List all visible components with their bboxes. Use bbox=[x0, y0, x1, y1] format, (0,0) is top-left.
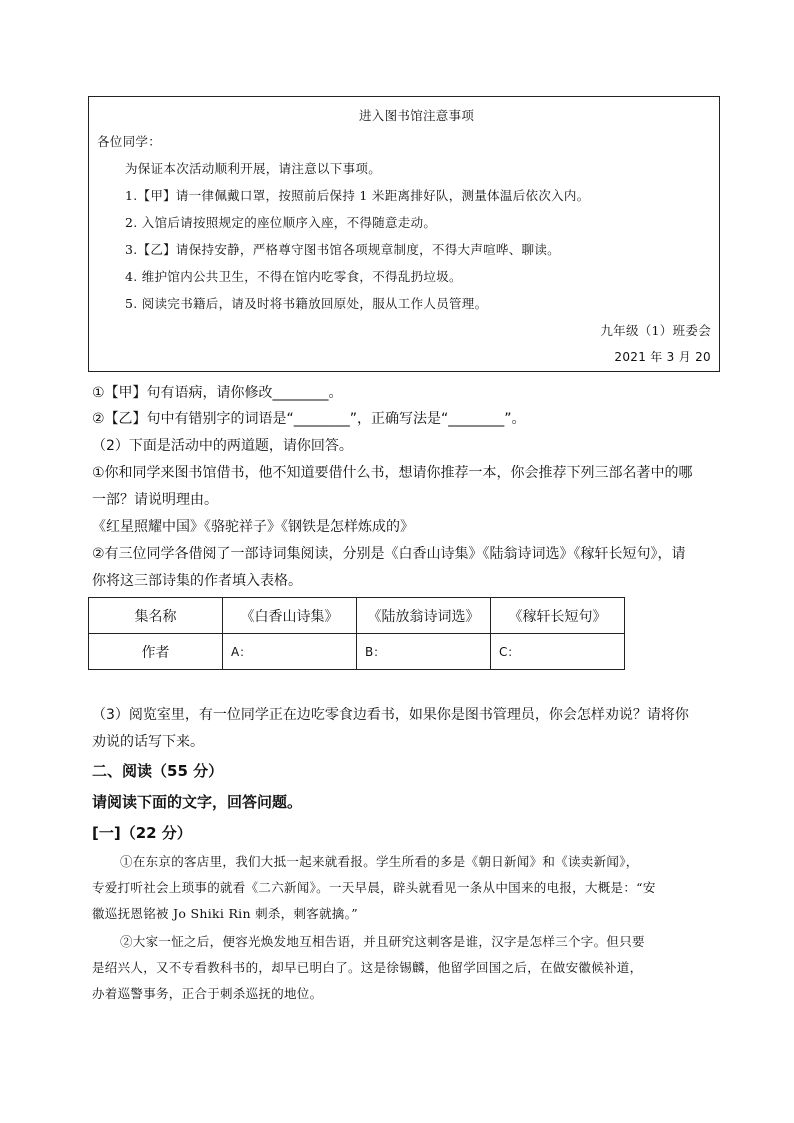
notice-greeting: 各位同学： bbox=[97, 134, 162, 149]
question-3-line1: （3）阅览室里，有一位同学正在边吃零食边看书，如果你是图书管理员，你会怎样劝说？请将你 bbox=[92, 707, 689, 723]
question-3-line2: 劝说的话写下来。 bbox=[92, 734, 204, 750]
question-2b-line1: ②有三位同学各借阅了一部诗词集阅读，分别是《白香山诗集》《陆翁诗词选》《稼轩长短句》，请 bbox=[92, 546, 686, 562]
passage-line: ①在东京的客店里，我们大抵一起来就看报。学生所看的多是《朝日新闻》和《读卖新闻》， bbox=[120, 854, 639, 869]
section-heading: 二、阅读（55 分） bbox=[92, 762, 224, 780]
question-2b-line2: 你将这三部诗集的作者填入表格。 bbox=[92, 573, 302, 589]
notice-title: 进入图书馆注意事项 bbox=[359, 108, 475, 123]
passage-line: 办着巡警事务，正合于刺杀巡抚的地位。 bbox=[92, 986, 323, 1001]
notice-item: 4. 维护馆内公共卫生，不得在馆内吃零食，不得乱扔垃圾。 bbox=[125, 269, 462, 284]
passage-line: 徽巡抚恩铭被 Jo Shiki Rin 刺杀，刺客就擒。” bbox=[92, 906, 358, 921]
table-collection: 《白香山诗集》 bbox=[223, 598, 357, 634]
notice-intro: 为保证本次活动顺利开展，请注意以下事项。 bbox=[125, 161, 382, 176]
notice-box bbox=[88, 96, 720, 372]
notice-signature: 九年级（1）班委会 bbox=[600, 323, 711, 338]
table-answer-c[interactable]: C： bbox=[491, 634, 625, 670]
question-2: （2）下面是活动中的两道题，请你回答。 bbox=[92, 438, 353, 454]
question-1a: ①【甲】句有语病，请你修改________。 bbox=[92, 385, 343, 401]
table-header-label: 集名称 bbox=[89, 598, 223, 634]
notice-date: 2021 年 3 月 20 bbox=[614, 350, 711, 364]
passage-line: ②大家一怔之后，便容光焕发地互相告语，并且研究这刺客是谁，汉字是怎样三个字。但只要 bbox=[120, 934, 645, 949]
section-instruction: 请阅读下面的文字，回答问题。 bbox=[92, 793, 303, 811]
question-2a-line2: 一部？请说明理由。 bbox=[92, 492, 218, 508]
author-table bbox=[88, 597, 625, 670]
question-2a-line1: ①你和同学来图书馆借书，他不知道要借什么书，想请你推荐一本，你会推荐下列三部名著中的哪 bbox=[92, 465, 693, 481]
notice-item: 5. 阅读完书籍后，请及时将书籍放回原处，服从工作人员管理。 bbox=[125, 296, 488, 311]
table-collection: 《稼轩长短句》 bbox=[491, 598, 625, 634]
passage-line: 专爱打听社会上琐事的就看《二六新闻》。一天早晨，辟头就看见一条从中国来的电报，大概是：“安 bbox=[92, 880, 656, 895]
question-1b: ②【乙】句中有错别字的词语是“________”，正确写法是“________”。 bbox=[92, 411, 526, 427]
question-2a-books: 《红星照耀中国》《骆驼祥子》《钢铁是怎样炼成的》 bbox=[92, 519, 414, 535]
table-answer-a[interactable]: A： bbox=[223, 634, 357, 670]
notice-item: 1.【甲】请一律佩戴口罩，按照前后保持 1 米距离排好队，测量体温后依次入内。 bbox=[125, 188, 590, 203]
table-answer-b[interactable]: B： bbox=[357, 634, 491, 670]
notice-item: 2. 入馆后请按照规定的座位顺序入座，不得随意走动。 bbox=[125, 215, 437, 230]
notice-item: 3.【乙】请保持安静，严格尊守图书馆各项规章制度，不得大声喧哗、聊读。 bbox=[125, 242, 560, 257]
table-author-label: 作者 bbox=[89, 634, 223, 670]
part-heading: [一]（22 分） bbox=[92, 824, 192, 842]
table-collection: 《陆放翁诗词选》 bbox=[357, 598, 491, 634]
passage-line: 是绍兴人，又不专看教科书的，却早已明白了。这是徐锡麟，他留学回国之后，在做安徽候补道， bbox=[92, 960, 643, 975]
